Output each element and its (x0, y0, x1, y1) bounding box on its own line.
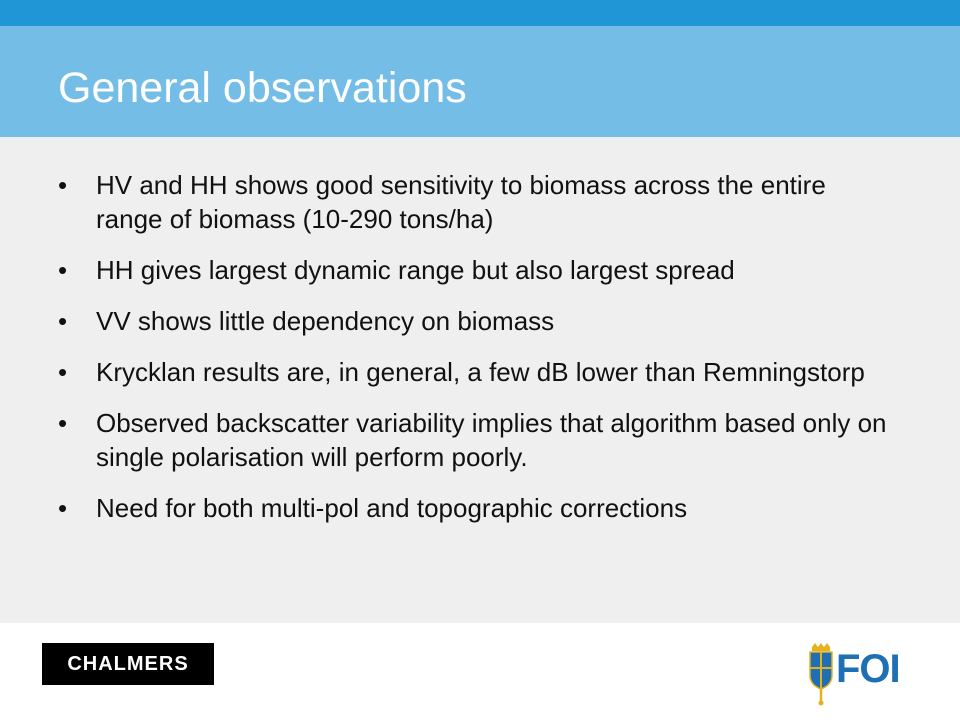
bullet-text: Need for both multi-pol and topographic corrections (96, 493, 688, 523)
chalmers-logo-text: CHALMERS (67, 652, 189, 675)
bullet-item (58, 304, 898, 338)
bullet-text: HV and HH shows good sensitivity to biomass across the entire range of biomass (10-290 tons/ha) (96, 170, 826, 234)
bullet-dot: • (58, 408, 68, 438)
bullet-text: VV shows little dependency on biomass (96, 306, 555, 336)
bullet-dot: • (58, 493, 68, 523)
bullet-item (58, 491, 898, 525)
bullet-text: HH gives largest dynamic range but also largest spread (96, 255, 735, 285)
bullet-item (58, 168, 898, 236)
bullet-dot: • (58, 170, 68, 200)
bullet-text: Observed backscatter variability implies that algorithm based only on single polarisation will perform poorly. (96, 408, 887, 472)
bullet-dot: • (58, 306, 68, 336)
bullet-text: Krycklan results are, in general, a few dB lower than Remningstorp (96, 357, 865, 387)
bullet-list (58, 168, 898, 542)
chalmers-logo (42, 643, 214, 685)
slide-title: General observations (58, 64, 467, 112)
bullet-dot: • (58, 255, 68, 285)
foi-logo-text: FOI (836, 647, 900, 691)
bullet-item (58, 406, 898, 474)
bullet-dot: • (58, 357, 68, 387)
bullet-item (58, 355, 898, 389)
top-accent-stripe (0, 0, 960, 26)
bullet-item (58, 253, 898, 287)
